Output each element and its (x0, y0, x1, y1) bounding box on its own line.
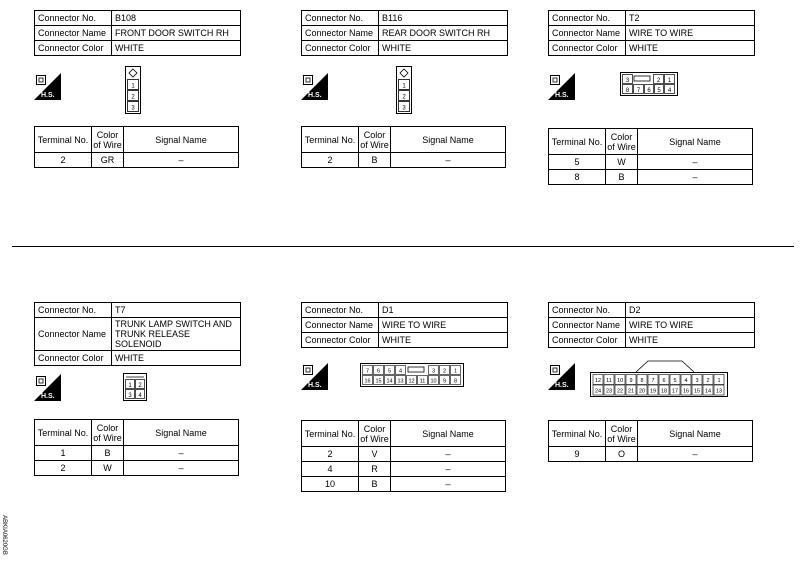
pin-label: 14 (386, 378, 393, 385)
pin-label: 8 (453, 378, 458, 385)
pin-label: 4 (138, 393, 142, 399)
pin-label: 1 (402, 83, 406, 90)
connector-no-label: Connector No. (35, 11, 112, 26)
connector-panel-d1 (301, 302, 511, 348)
table-row: 9 O – (549, 447, 753, 462)
d2-pin-grid (590, 358, 728, 398)
svg-text:H.S.: H.S. (308, 382, 322, 389)
connector-color-value: WHITE (112, 41, 241, 56)
svg-text:H.S.: H.S. (41, 92, 55, 99)
pin-label: 19 (649, 388, 657, 395)
pin-label: 5 (657, 88, 661, 94)
connector-info-table: Connector No. D2 Connector Name WIRE TO WIRE Connector Color WHITE (548, 302, 755, 348)
svg-text:H.S.: H.S. (555, 382, 569, 389)
connector-face-t2 (620, 72, 678, 96)
connector-name-value: FRONT DOOR SWITCH RH (112, 26, 241, 41)
table-row: 4 R – (302, 462, 506, 477)
connector-panel-b116 (301, 10, 511, 56)
pin-label: 1 (717, 378, 721, 384)
pin-label: 4 (398, 368, 403, 375)
connector-face-d1 (360, 363, 464, 387)
pin-label: 4 (667, 88, 672, 94)
pin-label: 10 (616, 378, 624, 384)
pin-label: 21 (627, 388, 635, 395)
pin-label: 2 (656, 78, 661, 84)
connector-info-table (34, 10, 241, 56)
pin-label: 8 (625, 88, 630, 94)
connector-info-table: Connector No. T7 Connector Name TRUNK LAMP SWITCH AND TRUNK RELEASE SOLENOID Connector Color WHITE (34, 302, 241, 366)
pin-label: 7 (365, 368, 370, 375)
pin-label: 6 (647, 88, 651, 94)
pin-label: 20 (638, 388, 646, 395)
pin-label: 12 (594, 378, 602, 384)
pin-label: 2 (442, 368, 447, 375)
svg-text:H.S.: H.S. (308, 92, 322, 99)
table-row: 2 V – (302, 447, 506, 462)
pin-label: 1 (128, 383, 132, 389)
pin-label: 23 (605, 388, 613, 395)
pin-label: 3 (128, 393, 132, 399)
connector-color-label: Connector Color (35, 41, 112, 56)
pin-label: 9 (629, 378, 633, 384)
pin-label: 11 (419, 378, 426, 385)
connector-panel-d2 (548, 302, 758, 348)
pin-label: 5 (673, 378, 677, 384)
connector-face-t7 (123, 373, 147, 401)
connector-face-d2 (590, 358, 728, 398)
pin-label: 4 (684, 378, 688, 384)
terminal-table-b108 (34, 126, 244, 168)
pin-label: 11 (606, 378, 612, 384)
pin-label: 17 (671, 388, 679, 395)
d1-pin-grid (360, 363, 464, 387)
connector-panel-t7 (34, 302, 244, 366)
pin-label: 16 (682, 388, 690, 395)
pin-label: 2 (402, 94, 406, 101)
pin-label: 6 (376, 368, 381, 375)
terminal-no-header: Terminal No. (35, 127, 92, 153)
pin-label: 2 (138, 383, 142, 389)
table-row: 2 B – (302, 153, 506, 168)
pin-label: 14 (704, 388, 712, 395)
pin-label: 2 (131, 94, 135, 101)
pin-label: 1 (667, 78, 672, 84)
pin-label: 2 (706, 378, 710, 384)
svg-text:H.S.: H.S. (555, 92, 569, 99)
terminal-table-t2: Terminal No. Color of Wire Signal Name 5 W – 8 B – (548, 128, 758, 185)
connector-face-b116 (396, 66, 412, 114)
hs-badge-icon (548, 363, 575, 390)
table-row: 2 W – (35, 461, 239, 476)
hs-badge-icon (34, 73, 61, 100)
pin-label: 3 (625, 78, 630, 84)
table-row: 2 GR – (35, 153, 239, 168)
svg-text:H.S.: H.S. (41, 393, 55, 400)
table-row: 5 W – (549, 155, 753, 170)
connector-face-b108 (125, 66, 141, 114)
pin-label: 8 (640, 378, 644, 384)
pin-label: 5 (387, 368, 392, 375)
side-code: ABKIA0620GB (0, 515, 7, 555)
pin-label: 16 (364, 378, 371, 385)
terminal-table-b116: Terminal No. Color of Wire Signal Name 2 B – (301, 126, 511, 168)
connector-info-table: Connector No. D1 Connector Name WIRE TO WIRE Connector Color WHITE (301, 302, 508, 348)
connector-info-table: Connector No. B116 Connector Name REAR DOOR SWITCH RH Connector Color WHITE (301, 10, 508, 56)
table-row: 10 B – (302, 477, 506, 492)
terminal-table-d2: Terminal No. Color of Wire Signal Name 9 O – (548, 420, 758, 462)
connector-name-label: Connector Name (35, 26, 112, 41)
connector-panel-t2 (548, 10, 758, 56)
terminal-table-t7: Terminal No. Color of Wire Signal Name 1 B – 2 W – (34, 419, 244, 476)
pin-label: 24 (594, 388, 602, 395)
pin-label: 3 (131, 105, 135, 112)
pin-label: 7 (636, 88, 641, 94)
connector-info-table: Connector No. T2 Connector Name WIRE TO WIRE Connector Color WHITE (548, 10, 755, 56)
pin-label: 1 (131, 83, 135, 90)
signal-name-header: Signal Name (124, 127, 239, 153)
pin-label: 15 (693, 388, 701, 395)
pin-label: 22 (616, 388, 624, 395)
hs-badge-icon (301, 363, 328, 390)
pin-label: 9 (442, 378, 447, 385)
hs-badge-icon (301, 73, 328, 100)
pin-label: 12 (408, 378, 415, 385)
pin-label: 6 (662, 378, 666, 384)
pin-label: 10 (430, 378, 437, 385)
connector-panel-b108 (34, 10, 244, 56)
pin-label: 15 (375, 378, 382, 385)
pin-label: 3 (402, 105, 406, 112)
pin-label: 3 (431, 368, 436, 375)
pin-label: 7 (651, 378, 655, 384)
hs-badge-icon (548, 73, 575, 100)
pin-label: 18 (660, 388, 668, 395)
wire-color-header: Color of Wire (92, 127, 124, 153)
pin-label: 13 (397, 378, 404, 385)
terminal-table-d1: Terminal No. Color of Wire Signal Name 2 V – 4 R – 10 B – (301, 420, 511, 492)
table-row: 1 B – (35, 446, 239, 461)
section-divider (12, 246, 794, 247)
table-row: 8 B – (549, 170, 753, 185)
pin-label: 3 (695, 378, 699, 384)
pin-label: 13 (715, 388, 723, 395)
hs-badge-icon (34, 374, 61, 401)
pin-label: 1 (453, 368, 458, 375)
connector-no-value: B108 (112, 11, 241, 26)
